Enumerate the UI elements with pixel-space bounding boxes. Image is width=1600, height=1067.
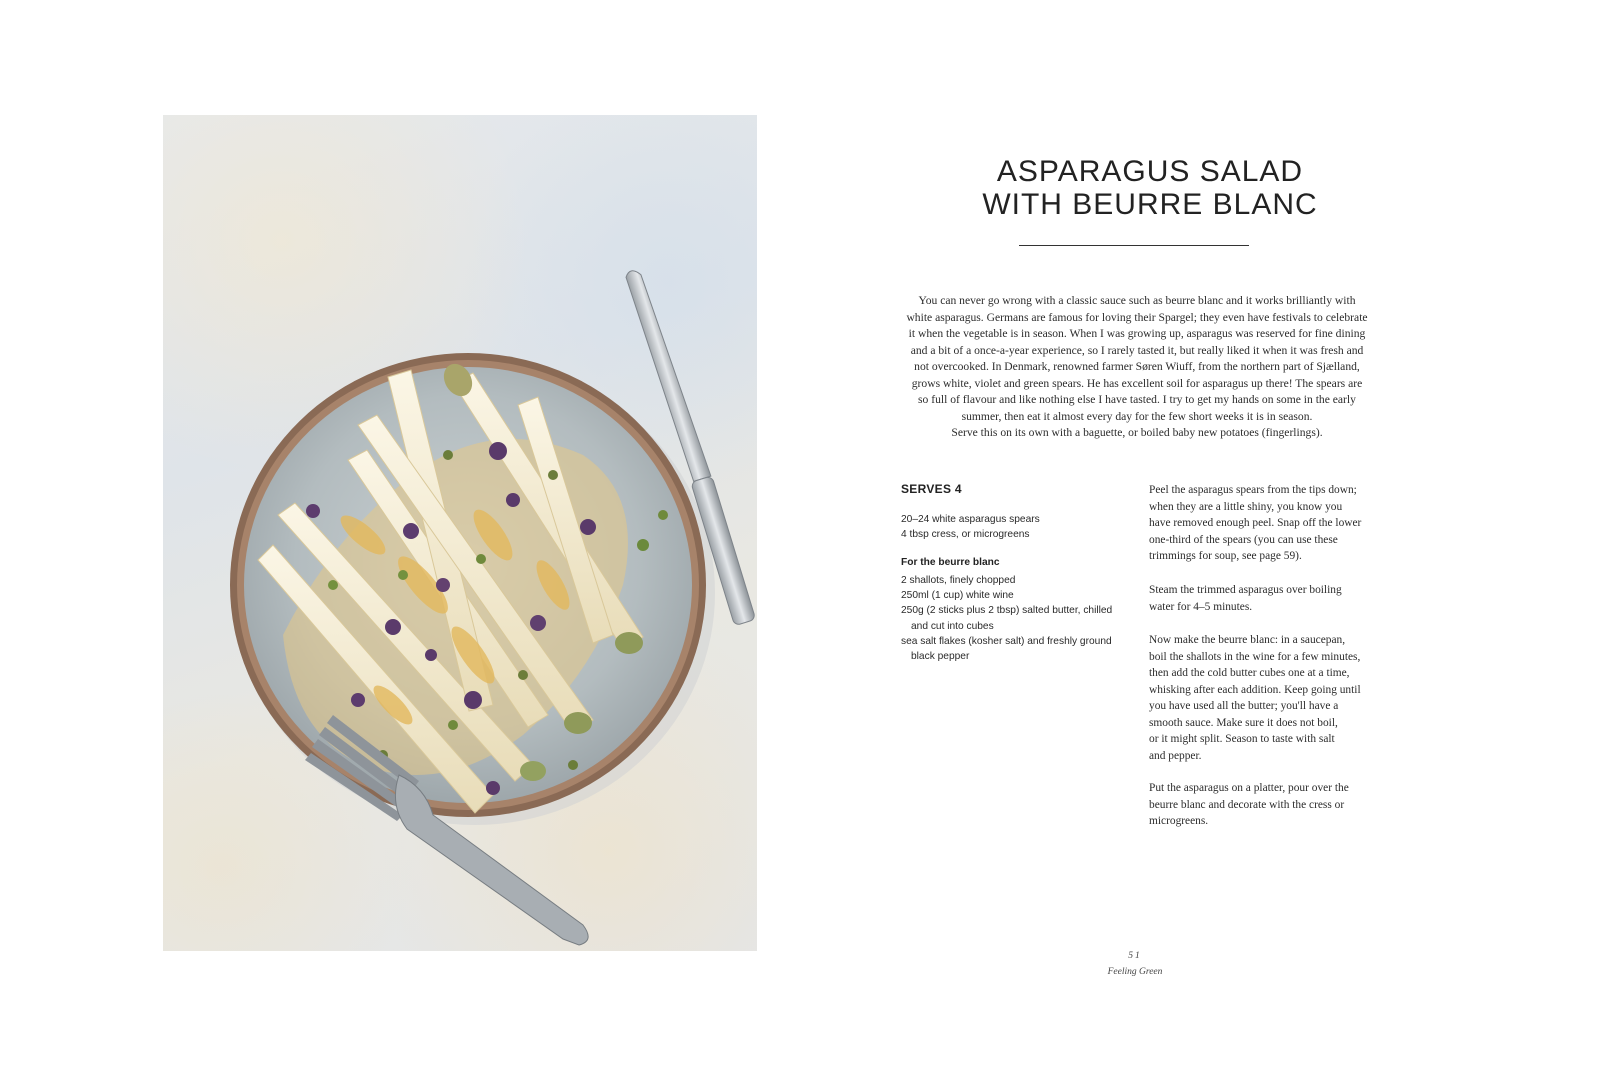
intro-line: it when the vegetable is in season. When I was growing up, asparagus was reserved for fine dining (908, 327, 1366, 340)
ingredient-item: 2 shallots, finely chopped (901, 575, 1016, 586)
method-line: water for 4–5 minutes. (1149, 600, 1253, 613)
intro-line: Serve this on its own with a baguette, or boiled baby new potatoes (fingerlings). (951, 426, 1323, 439)
intro-line: and a bit of a once-a-year experience, so I rarely tasted it, but really liked it when it was fresh and (910, 343, 1364, 357)
recipe-intro (896, 293, 1378, 442)
method-line: have removed enough peel. Snap off the lower (1149, 517, 1362, 529)
method-step-2 (1149, 582, 1389, 615)
recipe-photo (163, 115, 757, 951)
method-line: Now make the beurre blanc: in a saucepan, (1149, 634, 1346, 646)
method-line: Put the asparagus on a platter, pour over the (1149, 782, 1349, 794)
running-head: Feeling Green (1107, 967, 1163, 977)
title-divider (1019, 245, 1249, 246)
ingredients-main (901, 512, 1131, 542)
intro-line: You can never go wrong with a classic sauce such as beurre blanc and it works brilliantly with (918, 294, 1356, 307)
recipe-title-line2: WITH BEURRE BLANC (982, 188, 1318, 221)
method-line: you have used all the butter; you'll have a (1149, 700, 1339, 712)
method-step-4 (1149, 780, 1389, 830)
intro-line: so full of flavour and like nothing else I have tasted. I try to get my hands on some in the early (918, 393, 1356, 406)
ingredient-item: 20–24 white asparagus spears (901, 514, 1040, 525)
ingredient-item: 4 tbsp cress, or microgreens (901, 529, 1030, 541)
recipe-title-line1: ASPARAGUS SALAD (996, 155, 1304, 188)
method-line: Peel the asparagus spears from the tips down; (1149, 484, 1357, 496)
intro-line: not overcooked. In Denmark, renowned farmer Søren Wiuff, from the northern part of Sjælland, (914, 360, 1360, 373)
asparagus-plate-illustration (163, 115, 757, 951)
method-line: one-third of the spears (you can use these (1149, 533, 1338, 546)
method-line: boil the shallots in the wine for a few minutes, (1149, 650, 1361, 663)
method-line: or it might split. Season to taste with salt (1149, 733, 1335, 745)
method-line: smooth sauce. Make sure it does not boil, (1149, 716, 1338, 729)
ingredient-item-continued: black pepper (911, 651, 970, 663)
method-line: microgreens. (1149, 815, 1209, 827)
ingredient-item-continued: and cut into cubes (911, 620, 994, 632)
method-line: and pepper. (1149, 749, 1202, 762)
ingredients-beurre-blanc (901, 573, 1131, 664)
page-number: 51 (1128, 951, 1142, 961)
method-line: trimmings for soup, see page 59). (1149, 550, 1302, 562)
intro-line: white asparagus. Germans are famous for loving their Spargel; they even have festivals to celebrate (906, 310, 1368, 324)
intro-line: grows white, violet and green spears. He has excellent soil for asparagus up there! The spears are (911, 376, 1363, 390)
method-step-1 (1149, 482, 1389, 565)
method-line: then add the cold butter cubes one at a time, (1149, 667, 1350, 679)
beurre-blanc-heading: For the beurre blanc (901, 557, 1000, 568)
intro-line: summer, then eat it almost every day for the few short weeks it is in season. (961, 409, 1313, 423)
method-line: whisking after each addition. Keep going until (1149, 683, 1361, 696)
method-step-3 (1149, 632, 1389, 764)
method-line: Steam the trimmed asparagus over boiling (1149, 584, 1342, 596)
ingredient-item: sea salt flakes (kosher salt) and freshly ground (901, 635, 1112, 647)
ingredient-item: 250ml (1 cup) white wine (901, 590, 1014, 602)
ingredient-item: 250g (2 sticks plus 2 tbsp) salted butter, chilled (901, 605, 1113, 617)
method-line: beurre blanc and decorate with the cress or (1149, 798, 1345, 811)
method-line: when they are a little shiny, you know you (1149, 500, 1343, 513)
serves-heading: SERVES 4 (901, 482, 962, 496)
